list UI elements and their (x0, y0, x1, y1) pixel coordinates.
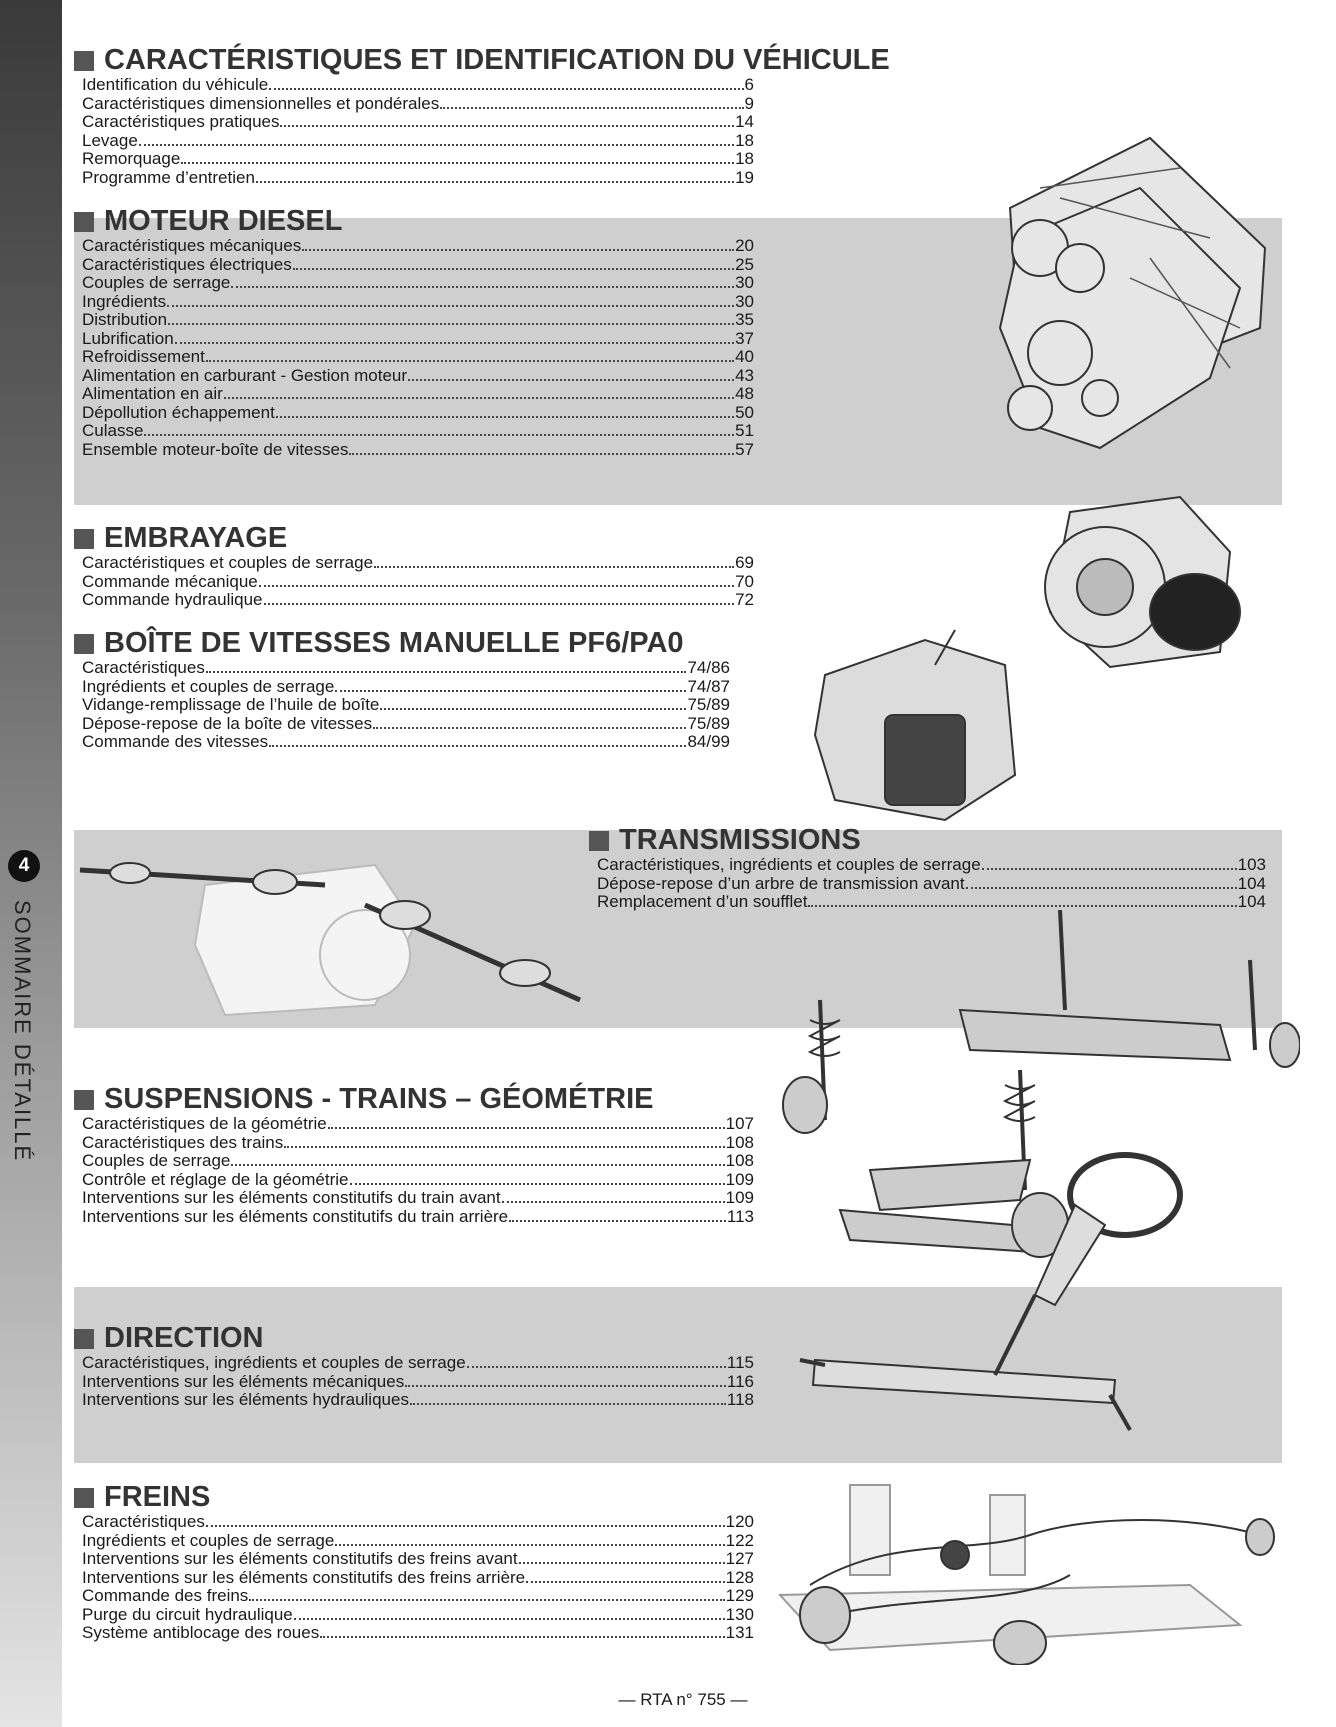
toc-entry-page: 50 (735, 402, 754, 422)
toc-entry[interactable] (82, 1152, 754, 1171)
section-moteur (74, 206, 754, 459)
toc-entry[interactable] (82, 237, 754, 256)
dot-leader (269, 87, 743, 90)
dot-leader (294, 1617, 725, 1620)
dot-leader (284, 1145, 724, 1148)
dot-leader (249, 1598, 724, 1601)
toc-entry-page: 43 (735, 365, 754, 385)
dot-leader (373, 726, 686, 729)
toc-entry-label: Caractéristiques pratiques (82, 112, 280, 131)
toc-entry[interactable] (82, 441, 754, 460)
toc-entry-label: Commande mécanique (82, 571, 258, 591)
toc-entry[interactable] (82, 274, 754, 293)
toc-entry-label: Alimentation en carburant - Gestion moteur (82, 365, 408, 385)
dot-leader (206, 1524, 725, 1527)
toc-entry-label: Distribution (82, 310, 168, 329)
dot-leader (350, 1182, 725, 1185)
section-title: DIRECTION (74, 1323, 754, 1354)
steering-illustration (795, 1135, 1185, 1475)
toc-entry[interactable] (82, 311, 754, 330)
toc-entry-label: Commande des freins (82, 1586, 249, 1605)
dot-leader (224, 396, 734, 399)
square-bullet-icon (74, 51, 94, 71)
dot-leader (374, 565, 734, 568)
toc-entry[interactable] (82, 573, 754, 592)
toc-entry-page: 20 (735, 236, 754, 255)
dot-leader (335, 1543, 724, 1546)
toc-entry-page: 109 (725, 1188, 754, 1207)
dot-leader (168, 322, 734, 325)
toc-entry[interactable] (82, 1513, 754, 1532)
toc-entry-page: 30 (735, 273, 754, 292)
toc-entry-label: Dépollution échappement (82, 402, 275, 422)
section-title: CARACTÉRISTIQUES ET IDENTIFICATION DU VÉHICULE (74, 45, 754, 76)
toc-entry-label: Caractéristiques mécaniques (82, 236, 302, 255)
toc-list (74, 659, 730, 752)
toc-entry[interactable] (82, 1606, 754, 1625)
toc-entry[interactable] (82, 385, 754, 404)
toc-entry-label: Caractéristiques des trains (82, 1132, 284, 1152)
toc-entry-label: Purge du circuit hydraulique (82, 1604, 293, 1624)
toc-entry[interactable] (82, 1587, 754, 1606)
dot-leader (256, 180, 734, 183)
toc-entry-page: 6 (744, 75, 754, 94)
toc-entry[interactable] (597, 856, 1266, 875)
toc-entry[interactable] (82, 367, 754, 386)
toc-entry-label: Programme d’entretien (82, 167, 255, 187)
page-footer: — RTA n° 755 — (618, 1690, 748, 1709)
toc-entry[interactable] (82, 95, 754, 114)
toc-entry-page: 116 (726, 1371, 754, 1391)
toc-entry-label: Lubrification (82, 328, 174, 348)
dot-leader (519, 1561, 725, 1564)
engine-illustration (980, 128, 1280, 463)
dot-leader (181, 161, 734, 164)
toc-entry-page: 25 (735, 254, 754, 274)
dot-leader (269, 744, 686, 747)
toc-entry[interactable] (82, 1569, 754, 1588)
toc-entry-label: Ingrédients et couples de serrage (82, 1530, 335, 1550)
toc-entry-label: Interventions sur les éléments mécaniques (82, 1371, 405, 1391)
toc-entry-label: Caractéristiques (82, 1512, 205, 1531)
toc-entry-label: Caractéristiques, ingrédients et couples de serrage (597, 855, 981, 874)
section-suspensions (74, 1084, 754, 1226)
toc-entry-page: 113 (726, 1206, 754, 1226)
toc-entry-page: 129 (725, 1586, 754, 1605)
square-bullet-icon (74, 1329, 94, 1349)
toc-entry[interactable] (82, 1354, 754, 1373)
toc-entry-label: Dépose-repose d’un arbre de transmission avant (597, 873, 965, 893)
square-bullet-icon (74, 1090, 94, 1110)
toc-entry-page: 127 (725, 1549, 754, 1568)
dot-leader (335, 689, 686, 692)
dot-leader (982, 867, 1237, 870)
dot-leader (467, 1365, 726, 1368)
toc-entry-label: Caractéristiques de la géométrie (82, 1114, 327, 1133)
toc-entry-page: 103 (1237, 855, 1266, 874)
dot-leader (206, 359, 734, 362)
toc-entry-page: 104 (1237, 892, 1266, 911)
toc-entry-label: Refroidissement (82, 347, 205, 366)
toc-entry-label: Ingrédients (82, 291, 167, 311)
toc-entry-page: 130 (725, 1604, 754, 1624)
section-title: MOTEUR DIESEL (74, 206, 754, 237)
toc-entry-label: Contrôle et réglage de la géométrie (82, 1169, 349, 1189)
dot-leader (144, 433, 734, 436)
toc-entry-page: 35 (735, 310, 754, 329)
toc-entry[interactable] (82, 715, 730, 734)
toc-entry[interactable] (82, 132, 754, 151)
toc-entry[interactable] (597, 893, 1266, 912)
square-bullet-icon (589, 831, 609, 851)
dot-leader (440, 106, 743, 109)
toc-entry-label: Couples de serrage (82, 1151, 231, 1170)
toc-entry[interactable] (82, 422, 754, 441)
toc-entry[interactable] (82, 1624, 754, 1643)
toc-entry-page: 18 (735, 130, 754, 150)
toc-entry-page: 108 (725, 1132, 754, 1152)
toc-entry[interactable] (82, 733, 730, 752)
toc-entry-page: 51 (735, 421, 754, 440)
toc-entry-label: Caractéristiques (82, 658, 205, 677)
toc-entry-label: Ensemble moteur-boîte de vitesses (82, 439, 349, 459)
toc-list (74, 1354, 754, 1410)
toc-entry-label: Remplacement d’un soufflet (597, 892, 808, 911)
toc-entry-label: Interventions sur les éléments constitutifs du train avant (82, 1188, 501, 1207)
toc-entry[interactable] (82, 1391, 754, 1410)
dot-leader (349, 452, 734, 455)
section-transmissions (589, 825, 1266, 912)
toc-entry[interactable] (82, 659, 730, 678)
toc-entry-label: Interventions sur les éléments constitutifs des freins arrière (82, 1567, 526, 1587)
toc-entry-page: 72 (735, 590, 754, 609)
toc-entry-page: 122 (725, 1530, 754, 1550)
toc-entry-page: 107 (725, 1114, 754, 1133)
toc-list (74, 1513, 754, 1643)
toc-entry-page: 108 (725, 1151, 754, 1170)
toc-entry[interactable] (82, 1208, 754, 1227)
toc-entry-page: 30 (735, 291, 754, 311)
dot-leader (167, 304, 734, 307)
toc-list (74, 237, 754, 459)
toc-entry-label: Identification du véhicule (82, 75, 269, 94)
page-number-badge: 4 (8, 850, 40, 882)
toc-entry[interactable] (82, 150, 754, 169)
toc-entry[interactable] (82, 113, 754, 132)
toc-entry-page: 74/86 (687, 658, 730, 677)
square-bullet-icon (74, 634, 94, 654)
dot-leader (410, 1402, 726, 1405)
toc-entry-label: Levage (82, 130, 138, 150)
dot-leader (408, 378, 734, 381)
toc-entry[interactable] (82, 591, 754, 610)
toc-entry-label: Commande hydraulique (82, 590, 263, 609)
vertical-section-title: SOMMAIRE DÉTAILLÉ (10, 900, 35, 1163)
toc-entry[interactable] (597, 875, 1266, 894)
section-title: TRANSMISSIONS (589, 825, 1266, 856)
square-bullet-icon (74, 212, 94, 232)
toc-entry[interactable] (82, 293, 754, 312)
toc-entry-label: Remorquage (82, 149, 181, 168)
toc-entry[interactable] (82, 404, 754, 423)
toc-entry-page: 115 (726, 1353, 754, 1372)
toc-entry-label: Caractéristiques et couples de serrage (82, 553, 374, 572)
section-embrayage (74, 523, 754, 610)
dot-leader (293, 267, 734, 270)
toc-entry-label: Vidange-remplissage de l’huile de boîte (82, 695, 380, 714)
dot-leader (259, 584, 734, 587)
toc-entry-page: 70 (735, 571, 754, 591)
dot-leader (405, 1384, 726, 1387)
section-boite (74, 628, 730, 752)
toc-entry[interactable] (82, 1171, 754, 1190)
toc-entry-label: Caractéristiques dimensionnelles et pondérales (82, 93, 440, 113)
toc-entry[interactable] (82, 1134, 754, 1153)
toc-entry[interactable] (82, 554, 754, 573)
toc-entry-page: 128 (725, 1567, 754, 1587)
section-identification (74, 44, 890, 187)
toc-entry-label: Couples de serrage (82, 273, 231, 292)
dot-leader (808, 904, 1236, 907)
dot-leader (302, 248, 734, 251)
square-bullet-icon (74, 1488, 94, 1508)
toc-list (74, 76, 754, 187)
toc-list (74, 554, 754, 610)
toc-entry-page: 14 (735, 112, 754, 131)
section-title: SUSPENSIONS - TRAINS – GÉOMÉTRIE (74, 1084, 754, 1115)
dot-leader (264, 602, 735, 605)
toc-entry-page: 48 (735, 384, 754, 403)
section-title: FREINS (74, 1482, 754, 1513)
section-freins (74, 1482, 754, 1643)
toc-entry-label: Système antiblocage des roues (82, 1623, 320, 1642)
toc-entry-label: Alimentation en air (82, 384, 223, 403)
dot-leader (231, 1163, 724, 1166)
dot-leader (502, 1200, 725, 1203)
toc-entry-page: 74/87 (687, 676, 730, 696)
toc-entry-label: Ingrédients et couples de serrage (82, 676, 335, 696)
toc-entry-label: Caractéristiques, ingrédients et couples de serrage (82, 1353, 466, 1372)
dot-leader (175, 341, 734, 344)
dot-leader (206, 670, 687, 673)
toc-entry-label: Interventions sur les éléments constitutifs du train arrière (82, 1206, 509, 1226)
toc-entry-label: Interventions sur les éléments hydrauliques (82, 1390, 409, 1409)
toc-entry-label: Culasse (82, 421, 144, 440)
dot-leader (320, 1635, 724, 1638)
toc-entry-page: 37 (735, 328, 754, 348)
toc-entry-page: 19 (735, 167, 754, 187)
toc-list (74, 1115, 754, 1226)
toc-entry-page: 109 (725, 1169, 754, 1189)
toc-entry-label: Interventions sur les éléments constitutifs des freins avant (82, 1549, 518, 1568)
section-direction (74, 1323, 754, 1410)
toc-entry[interactable] (82, 678, 730, 697)
toc-entry-page: 75/89 (687, 695, 730, 714)
toc-entry-page: 40 (735, 347, 754, 366)
toc-entry[interactable] (82, 1373, 754, 1392)
toc-entry[interactable] (82, 696, 730, 715)
toc-entry[interactable] (82, 169, 754, 188)
dot-leader (509, 1219, 726, 1222)
toc-entry[interactable] (82, 1115, 754, 1134)
square-bullet-icon (74, 529, 94, 549)
brakes-illustration (770, 1475, 1280, 1665)
clutch-illustration (1030, 492, 1260, 672)
toc-entry[interactable] (82, 1189, 754, 1208)
toc-entry-page: 131 (725, 1623, 754, 1642)
toc-entry-page: 75/89 (687, 713, 730, 733)
dot-leader (328, 1126, 725, 1129)
toc-entry-page: 84/99 (687, 732, 730, 751)
toc-entry[interactable] (82, 76, 754, 95)
gearbox-illustration (805, 625, 1020, 825)
toc-entry-label: Commande des vitesses (82, 732, 269, 751)
dot-leader (276, 415, 734, 418)
dot-leader (280, 124, 734, 127)
dot-leader (139, 143, 734, 146)
toc-entry-page: 104 (1237, 873, 1266, 893)
toc-entry-page: 57 (735, 439, 754, 459)
section-title: EMBRAYAGE (74, 523, 754, 554)
toc-list (589, 856, 1266, 912)
toc-entry-page: 118 (726, 1390, 754, 1409)
dot-leader (526, 1580, 724, 1583)
toc-entry-label: Dépose-repose de la boîte de vitesses (82, 713, 373, 733)
toc-entry[interactable] (82, 1532, 754, 1551)
toc-entry[interactable] (82, 330, 754, 349)
dot-leader (966, 886, 1237, 889)
dot-leader (380, 707, 686, 710)
toc-entry-label: Caractéristiques électriques (82, 254, 292, 274)
section-title: BOÎTE DE VITESSES MANUELLE PF6/PA0 (74, 628, 730, 659)
toc-entry[interactable] (82, 348, 754, 367)
toc-entry-page: 9 (744, 93, 754, 113)
driveshaft-illustration (75, 845, 585, 1020)
toc-entry[interactable] (82, 1550, 754, 1569)
dot-leader (231, 285, 734, 288)
toc-entry-page: 120 (725, 1512, 754, 1531)
toc-entry-page: 18 (735, 149, 754, 168)
toc-entry[interactable] (82, 256, 754, 275)
toc-entry-page: 69 (735, 553, 754, 572)
